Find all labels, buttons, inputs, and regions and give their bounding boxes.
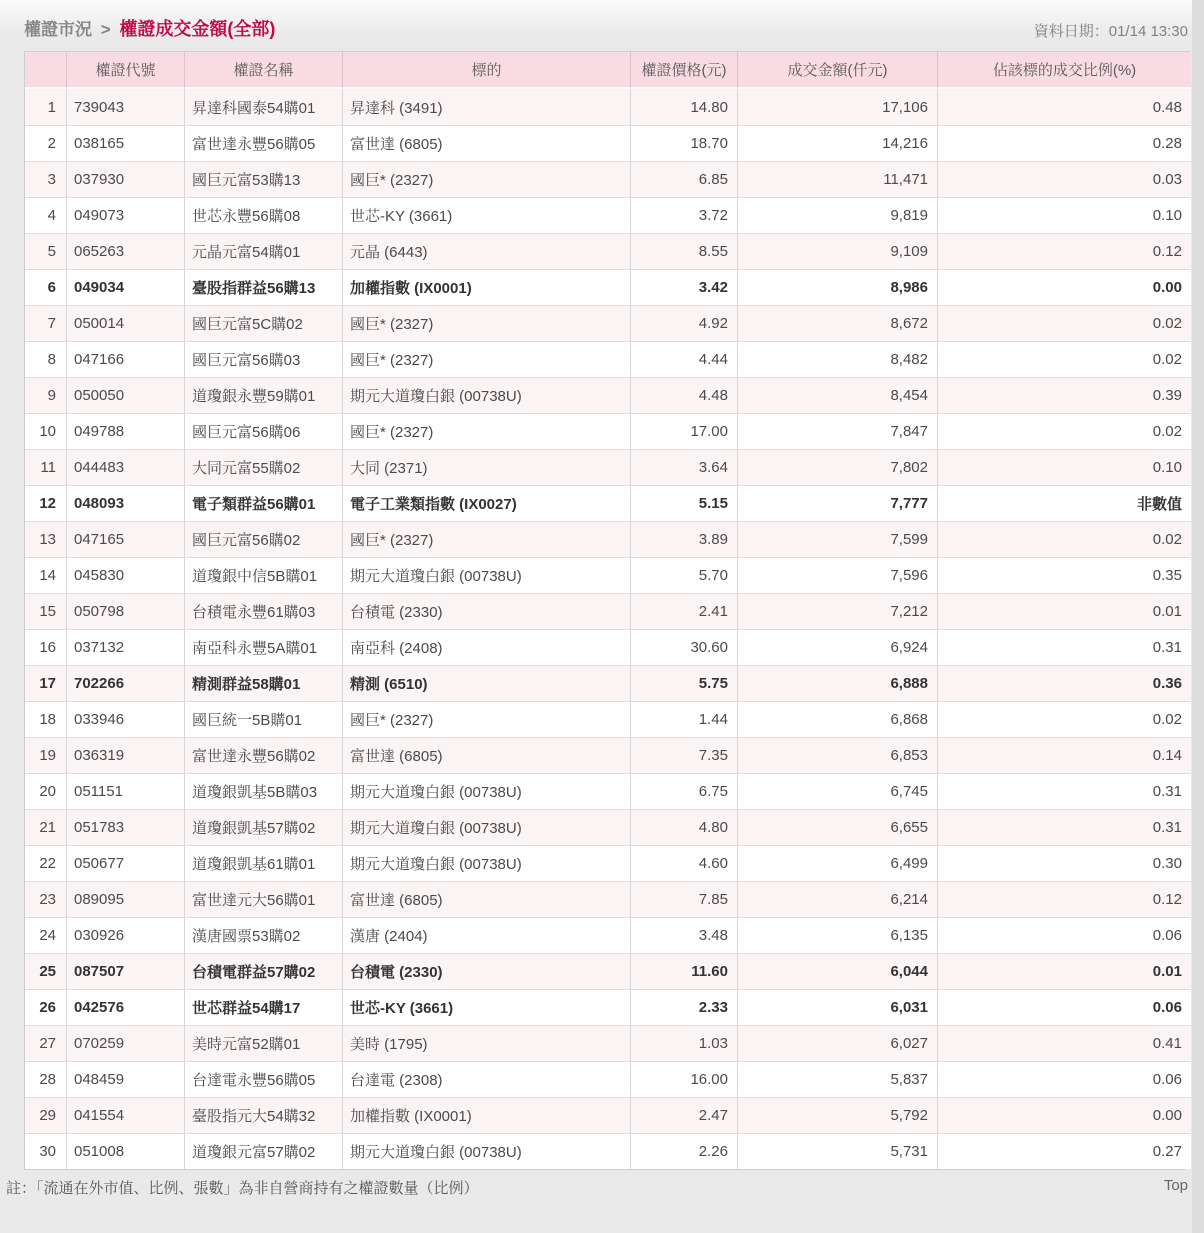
warrant-code: 065263	[67, 233, 185, 269]
trade-ratio: 0.01	[938, 953, 1191, 989]
table-row	[25, 593, 1191, 629]
underlying: 期元大道瓊白銀 (00738U)	[343, 557, 631, 593]
warrant-code: 702266	[67, 665, 185, 701]
top-link[interactable]: Top	[1163, 1177, 1188, 1194]
warrant-name: 美時元富52購01	[185, 1025, 343, 1061]
table-row	[25, 557, 1191, 593]
trade-amount: 6,655	[738, 809, 938, 845]
row-number: 1	[25, 89, 67, 125]
breadcrumb-section-link[interactable]: 權證市況	[24, 20, 92, 39]
warrant-name: 道瓊銀凱基61購01	[185, 845, 343, 881]
warrant-name: 國巨元富53購13	[185, 161, 343, 197]
trade-amount: 8,986	[738, 269, 938, 305]
underlying: 台積電 (2330)	[343, 953, 631, 989]
warrant-price: 17.00	[631, 413, 738, 449]
warrant-name: 道瓊銀永豐59購01	[185, 377, 343, 413]
warrant-code: 087507	[67, 953, 185, 989]
table-row	[25, 1097, 1191, 1133]
table-row	[25, 341, 1191, 377]
row-number: 9	[25, 377, 67, 413]
table-row	[25, 953, 1191, 989]
warrant-price: 2.41	[631, 593, 738, 629]
column-header-trade-ratio: 佔該標的成交比例(%)	[938, 52, 1191, 89]
trade-ratio: 0.41	[938, 1025, 1191, 1061]
warrant-name: 電子類群益56購01	[185, 485, 343, 521]
underlying: 昇達科 (3491)	[343, 89, 631, 125]
row-number: 29	[25, 1097, 67, 1133]
warrant-code: 041554	[67, 1097, 185, 1133]
warrant-name: 漢唐國票53購02	[185, 917, 343, 953]
warrant-price: 6.75	[631, 773, 738, 809]
warrant-price: 3.48	[631, 917, 738, 953]
row-number: 11	[25, 449, 67, 485]
row-number: 21	[25, 809, 67, 845]
table-row	[25, 125, 1191, 161]
trade-amount: 8,672	[738, 305, 938, 341]
table-row	[25, 521, 1191, 557]
table-row	[25, 845, 1191, 881]
warrant-code: 049073	[67, 197, 185, 233]
page-title: 權證成交金額(全部)	[119, 19, 276, 39]
trade-ratio: 0.01	[938, 593, 1191, 629]
row-number: 18	[25, 701, 67, 737]
warrant-name: 富世達元大56購01	[185, 881, 343, 917]
trade-ratio: 0.12	[938, 233, 1191, 269]
trade-ratio: 0.10	[938, 449, 1191, 485]
underlying: 國巨* (2327)	[343, 701, 631, 737]
underlying: 期元大道瓊白銀 (00738U)	[343, 377, 631, 413]
underlying: 富世達 (6805)	[343, 881, 631, 917]
row-number: 20	[25, 773, 67, 809]
table-row	[25, 485, 1191, 521]
warrant-code: 739043	[67, 89, 185, 125]
trade-amount: 8,482	[738, 341, 938, 377]
row-number: 26	[25, 989, 67, 1025]
trade-amount: 5,731	[738, 1133, 938, 1169]
underlying: 加權指數 (IX0001)	[343, 269, 631, 305]
warrant-price: 3.64	[631, 449, 738, 485]
warrant-code: 036319	[67, 737, 185, 773]
warrant-code: 048093	[67, 485, 185, 521]
data-date-label: 資料日期：01/14 13:30	[1033, 23, 1188, 40]
table-row	[25, 197, 1191, 233]
warrant-price: 4.80	[631, 809, 738, 845]
row-number: 4	[25, 197, 67, 233]
underlying: 期元大道瓊白銀 (00738U)	[343, 773, 631, 809]
trade-amount: 6,868	[738, 701, 938, 737]
trade-amount: 8,454	[738, 377, 938, 413]
table-row	[25, 305, 1191, 341]
warrant-code: 045830	[67, 557, 185, 593]
warrant-price: 4.48	[631, 377, 738, 413]
underlying: 電子工業類指數 (IX0027)	[343, 485, 631, 521]
warrant-price: 30.60	[631, 629, 738, 665]
trade-ratio: 0.02	[938, 521, 1191, 557]
warrant-name: 道瓊銀中信5B購01	[185, 557, 343, 593]
table-row	[25, 89, 1191, 125]
trade-ratio: 0.31	[938, 773, 1191, 809]
table-row	[25, 233, 1191, 269]
underlying: 台達電 (2308)	[343, 1061, 631, 1097]
warrant-name: 國巨元富56購02	[185, 521, 343, 557]
row-number: 25	[25, 953, 67, 989]
trade-amount: 5,792	[738, 1097, 938, 1133]
trade-ratio: 0.12	[938, 881, 1191, 917]
underlying: 國巨* (2327)	[343, 413, 631, 449]
warrant-name: 富世達永豐56購02	[185, 737, 343, 773]
warrant-code: 038165	[67, 125, 185, 161]
column-header-index	[25, 52, 67, 89]
trade-amount: 7,777	[738, 485, 938, 521]
trade-amount: 14,216	[738, 125, 938, 161]
warrant-code: 049034	[67, 269, 185, 305]
warrant-code: 037930	[67, 161, 185, 197]
topbar	[0, 0, 1204, 51]
trade-ratio: 0.10	[938, 197, 1191, 233]
trade-ratio: 0.31	[938, 629, 1191, 665]
warrant-code: 042576	[67, 989, 185, 1025]
row-number: 22	[25, 845, 67, 881]
warrant-code: 051151	[67, 773, 185, 809]
table-row	[25, 917, 1191, 953]
warrant-name: 道瓊銀元富57購02	[185, 1133, 343, 1169]
row-number: 24	[25, 917, 67, 953]
warrant-price: 2.47	[631, 1097, 738, 1133]
warrant-name: 世芯群益54購17	[185, 989, 343, 1025]
trade-amount: 11,471	[738, 161, 938, 197]
breadcrumb-separator: >	[100, 20, 111, 39]
trade-amount: 6,924	[738, 629, 938, 665]
trade-ratio: 0.02	[938, 413, 1191, 449]
table-row	[25, 629, 1191, 665]
warrant-code: 047166	[67, 341, 185, 377]
warrant-name: 臺股指群益56購13	[185, 269, 343, 305]
table-row	[25, 161, 1191, 197]
row-number: 17	[25, 665, 67, 701]
warrant-price: 3.72	[631, 197, 738, 233]
underlying: 世芯-KY (3661)	[343, 989, 631, 1025]
trade-ratio: 0.48	[1152, 98, 1182, 116]
underlying: 加權指數 (IX0001)	[343, 1097, 631, 1133]
warrant-price: 5.70	[631, 557, 738, 593]
trade-ratio: 0.06	[938, 917, 1191, 953]
table-row	[25, 1025, 1191, 1061]
column-header-warrant-price: 權證價格(元)	[631, 52, 738, 89]
underlying: 國巨* (2327)	[343, 305, 631, 341]
trade-ratio: 0.02	[938, 305, 1191, 341]
row-number: 14	[25, 557, 67, 593]
trade-amount: 6,031	[738, 989, 938, 1025]
underlying: 台積電 (2330)	[343, 593, 631, 629]
row-number: 7	[25, 305, 67, 341]
underlying: 期元大道瓊白銀 (00738U)	[343, 1133, 631, 1169]
underlying: 國巨* (2327)	[343, 521, 631, 557]
table-row	[25, 269, 1191, 305]
table-row	[25, 737, 1191, 773]
trade-amount: 6,044	[738, 953, 938, 989]
footnote: 註：「流通在外市值、比例、張數」為非自營商持有之權證數量（比例）	[6, 1180, 479, 1197]
trade-ratio: 0.00	[938, 269, 1191, 305]
row-number: 16	[25, 629, 67, 665]
trade-amount: 6,888	[738, 665, 938, 701]
trade-ratio: 0.31	[938, 809, 1191, 845]
warrant-name: 昇達科國泰54購01	[185, 89, 343, 125]
trade-amount: 7,599	[738, 521, 938, 557]
trade-amount: 7,212	[738, 593, 938, 629]
table-row	[25, 449, 1191, 485]
table-row	[25, 1133, 1191, 1169]
warrant-name: 南亞科永豐5A購01	[185, 629, 343, 665]
warrant-price: 3.89	[631, 521, 738, 557]
footer	[0, 1170, 1204, 1198]
warrant-name: 大同元富55購02	[185, 449, 343, 485]
trade-ratio: 0.28	[938, 125, 1191, 161]
underlying: 南亞科 (2408)	[343, 629, 631, 665]
warrant-price: 4.60	[631, 845, 738, 881]
warrant-code: 051008	[67, 1133, 185, 1169]
trade-amount: 6,499	[738, 845, 938, 881]
underlying: 元晶 (6443)	[343, 233, 631, 269]
table-row	[25, 773, 1191, 809]
trade-amount: 6,745	[738, 773, 938, 809]
table-row	[25, 989, 1191, 1025]
warrant-price: 6.85	[631, 161, 738, 197]
column-header-trade-amount: 成交金額(仟元)	[738, 52, 938, 89]
trade-amount: 7,596	[738, 557, 938, 593]
underlying: 期元大道瓊白銀 (00738U)	[343, 845, 631, 881]
warrant-code: 047165	[67, 521, 185, 557]
warrant-name: 富世達永豐56購05	[185, 125, 343, 161]
row-number: 6	[25, 269, 67, 305]
breadcrumb	[24, 17, 275, 42]
warrants-table-wrapper	[24, 51, 1190, 1170]
trade-ratio: 0.03	[938, 161, 1191, 197]
warrant-price: 7.85	[631, 881, 738, 917]
row-number: 10	[25, 413, 67, 449]
warrant-price: 7.35	[631, 737, 738, 773]
warrants-table	[25, 52, 1191, 1169]
row-number: 3	[25, 161, 67, 197]
trade-ratio: 0.39	[938, 377, 1191, 413]
warrant-price: 5.75	[631, 665, 738, 701]
warrant-name: 國巨元富56購06	[185, 413, 343, 449]
row-number: 28	[25, 1061, 67, 1097]
warrant-name: 精測群益58購01	[185, 665, 343, 701]
trade-amount: 17,106	[738, 89, 938, 125]
warrant-price: 11.60	[631, 953, 738, 989]
row-number: 15	[25, 593, 67, 629]
underlying: 美時 (1795)	[343, 1025, 631, 1061]
trade-amount: 7,847	[738, 413, 938, 449]
row-number: 12	[25, 485, 67, 521]
trade-amount: 7,802	[738, 449, 938, 485]
warrant-name: 世芯永豐56購08	[185, 197, 343, 233]
row-number: 19	[25, 737, 67, 773]
table-row	[25, 881, 1191, 917]
table-row	[25, 809, 1191, 845]
table-row	[25, 665, 1191, 701]
trade-ratio: 0.02	[938, 701, 1191, 737]
warrant-price: 1.03	[631, 1025, 738, 1061]
warrant-price: 4.44	[631, 341, 738, 377]
row-number: 2	[25, 125, 67, 161]
warrant-code: 037132	[67, 629, 185, 665]
trade-ratio: 0.06	[938, 1061, 1191, 1097]
warrant-name: 元晶元富54購01	[185, 233, 343, 269]
trade-ratio: 0.14	[938, 737, 1191, 773]
underlying: 大同 (2371)	[343, 449, 631, 485]
trade-amount: 6,027	[738, 1025, 938, 1061]
trade-ratio: 非數值	[938, 485, 1191, 521]
warrant-name: 道瓊銀凱基57購02	[185, 809, 343, 845]
trade-ratio: 0.02	[938, 341, 1191, 377]
warrant-price: 8.55	[631, 233, 738, 269]
column-header-underlying: 標的	[343, 52, 631, 89]
warrant-price: 5.15	[631, 485, 738, 521]
trade-ratio: 0.35	[938, 557, 1191, 593]
warrant-code: 050677	[67, 845, 185, 881]
row-number: 27	[25, 1025, 67, 1061]
warrant-name: 道瓊銀凱基5B購03	[185, 773, 343, 809]
trade-amount: 6,853	[738, 737, 938, 773]
warrant-name: 國巨元富56購03	[185, 341, 343, 377]
warrant-code: 089095	[67, 881, 185, 917]
warrant-code: 048459	[67, 1061, 185, 1097]
warrant-code: 070259	[67, 1025, 185, 1061]
column-header-warrant-name: 權證名稱	[185, 52, 343, 89]
warrant-price: 4.92	[631, 305, 738, 341]
warrant-name: 台積電永豐61購03	[185, 593, 343, 629]
underlying: 富世達 (6805)	[343, 125, 631, 161]
underlying: 期元大道瓊白銀 (00738U)	[343, 809, 631, 845]
underlying: 國巨* (2327)	[343, 161, 631, 197]
warrant-price: 16.00	[631, 1061, 738, 1097]
table-body	[25, 89, 1191, 1169]
warrant-price: 18.70	[631, 125, 738, 161]
warrant-code: 033946	[67, 701, 185, 737]
table-row	[25, 413, 1191, 449]
underlying: 精測 (6510)	[343, 665, 631, 701]
trade-ratio: 0.00	[938, 1097, 1191, 1133]
warrant-code: 030926	[67, 917, 185, 953]
row-number: 13	[25, 521, 67, 557]
row-number: 5	[25, 233, 67, 269]
table-row	[25, 377, 1191, 413]
trade-ratio: 0.06	[938, 989, 1191, 1025]
underlying: 富世達 (6805)	[343, 737, 631, 773]
warrant-name: 臺股指元大54購32	[185, 1097, 343, 1133]
trade-ratio: 0.36	[938, 665, 1191, 701]
row-number: 23	[25, 881, 67, 917]
warrant-price: 2.33	[631, 989, 738, 1025]
warrant-code: 051783	[67, 809, 185, 845]
warrant-price: 14.80	[631, 89, 738, 125]
warrant-price: 2.26	[631, 1133, 738, 1169]
table-row	[25, 1061, 1191, 1097]
trade-ratio: 0.30	[938, 845, 1191, 881]
warrant-code: 044483	[67, 449, 185, 485]
underlying: 漢唐 (2404)	[343, 917, 631, 953]
row-number: 8	[25, 341, 67, 377]
warrant-name: 台積電群益57購02	[185, 953, 343, 989]
warrant-code: 050014	[67, 305, 185, 341]
underlying: 世芯-KY (3661)	[343, 197, 631, 233]
trade-amount: 5,837	[738, 1061, 938, 1097]
row-number: 30	[25, 1133, 67, 1169]
trade-amount: 9,109	[738, 233, 938, 269]
trade-amount: 9,819	[738, 197, 938, 233]
warrant-price: 1.44	[631, 701, 738, 737]
column-header-warrant-code: 權證代號	[67, 52, 185, 89]
warrant-price: 3.42	[631, 269, 738, 305]
warrant-code: 049788	[67, 413, 185, 449]
table-header	[25, 52, 1191, 89]
warrant-name: 國巨元富5C購02	[185, 305, 343, 341]
warrant-code: 050050	[67, 377, 185, 413]
warrant-name: 台達電永豐56購05	[185, 1061, 343, 1097]
warrant-code: 050798	[67, 593, 185, 629]
underlying: 國巨* (2327)	[343, 341, 631, 377]
trade-ratio: 0.27	[938, 1133, 1191, 1169]
trade-amount: 6,214	[738, 881, 938, 917]
trade-amount: 6,135	[738, 917, 938, 953]
table-row	[25, 701, 1191, 737]
warrant-name: 國巨統一5B購01	[185, 701, 343, 737]
